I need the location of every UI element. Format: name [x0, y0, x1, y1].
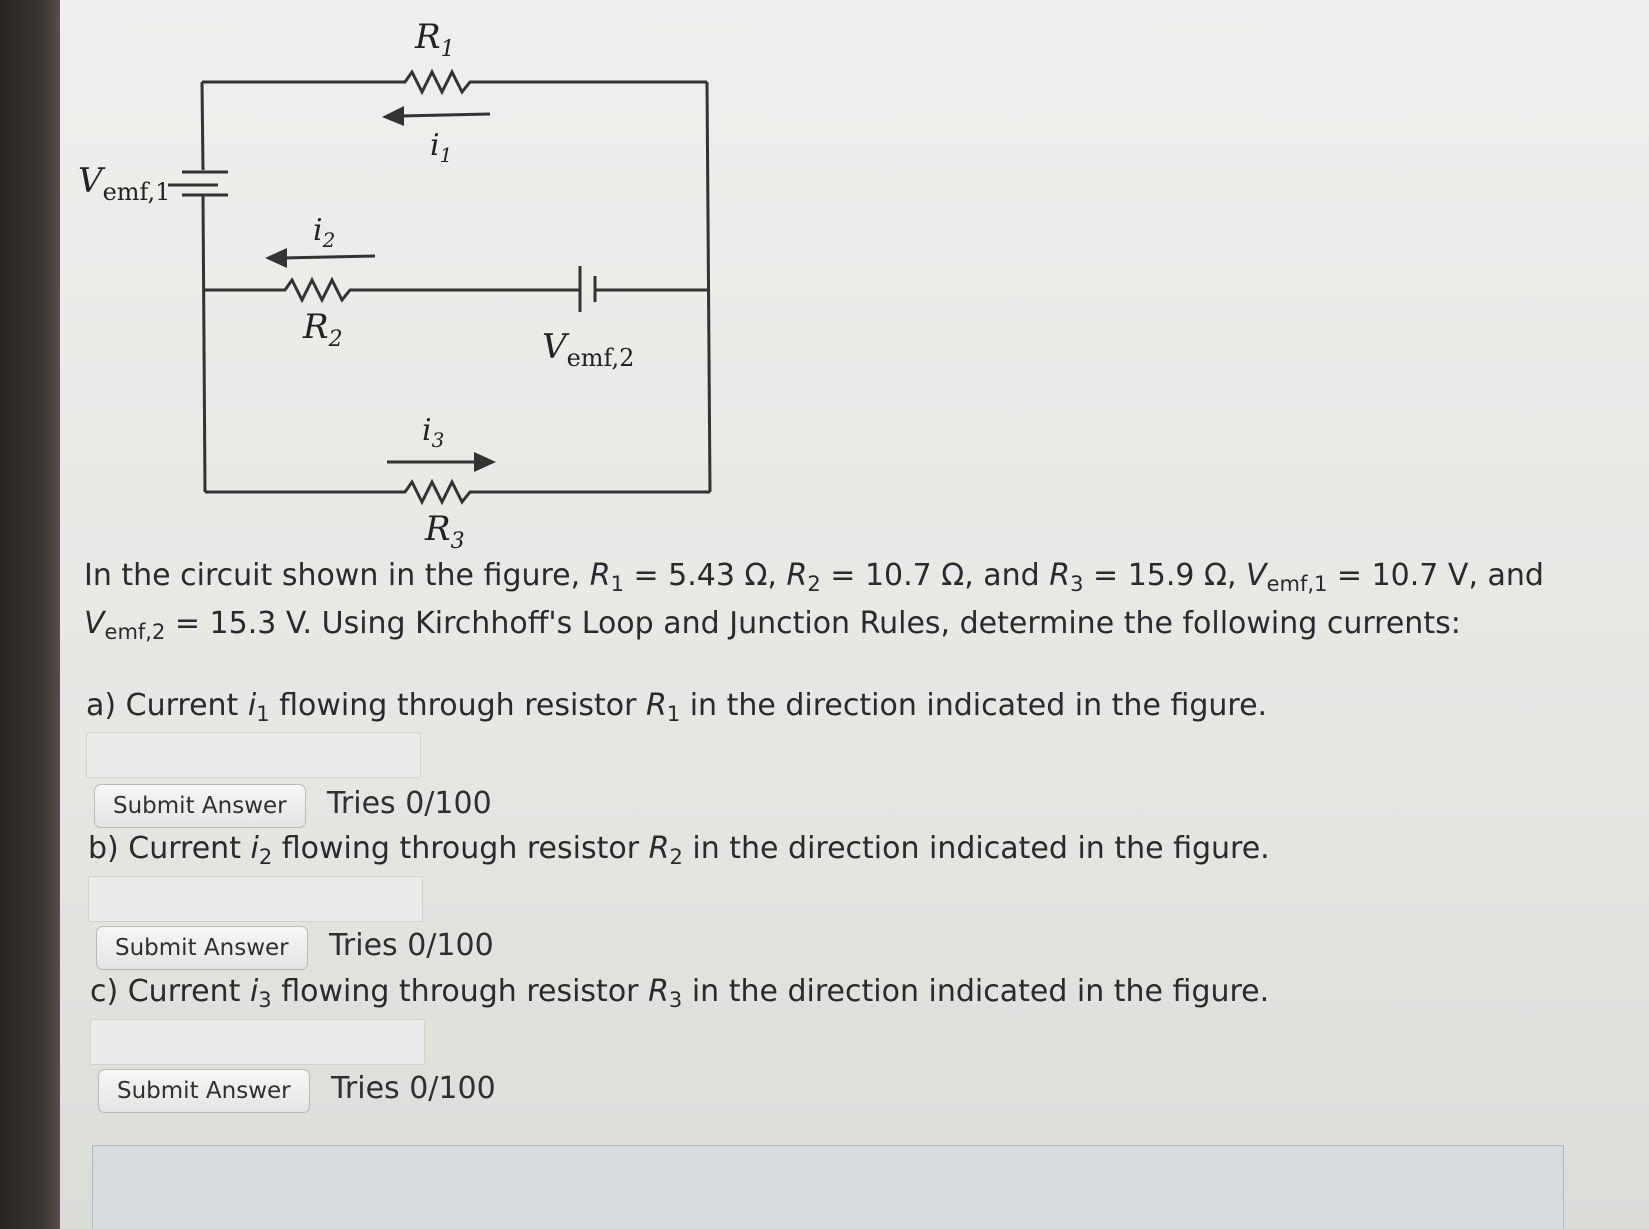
label-vemf1: $V_{emf,1}$: [78, 161, 171, 206]
tries-counter-b: Tries 0/100: [329, 928, 494, 963]
answer-input-b[interactable]: [88, 876, 423, 922]
label-i3: $i_3$: [422, 413, 445, 452]
answer-input-a[interactable]: [86, 732, 421, 778]
resistor-r2: [275, 280, 370, 300]
label-i2: $i_2$: [313, 213, 336, 252]
label-r2: $R_2$: [303, 307, 343, 352]
label-r3: $R_3$: [425, 509, 465, 554]
circuit-wires: [202, 82, 710, 492]
problem-statement: In the circuit shown in the figure, $R_1 = 5.43$ Ω, $R_2 = 10.7$ Ω, and $R_3 = 15.9$ Ω, $V_{emf,1} = 10.7$ V, and $V_{emf,2} = 15.3$ V. Using Kirchhoff's Loop and Junction Rules, determine the following currents:: [84, 558, 1544, 644]
discussion-bar[interactable]: [92, 1145, 1564, 1229]
question-part-b: b) Current $i_2$ flowing through resistor $R_2$ in the direction indicated in the figure.: [88, 831, 1270, 869]
label-r1: $R_1$: [415, 17, 455, 62]
arrow-i3: [387, 452, 496, 472]
resistor-r3: [395, 482, 490, 502]
submit-answer-button-a[interactable]: Submit Answer: [94, 784, 306, 828]
question-part-a: a) Current $i_1$ flowing through resistor $R_1$ in the direction indicated in the figure.: [86, 688, 1268, 726]
submit-answer-button-c[interactable]: Submit Answer: [98, 1069, 310, 1113]
tries-counter-a: Tries 0/100: [327, 786, 492, 821]
battery-vemf1: [168, 172, 228, 195]
arrow-i2: [265, 248, 375, 268]
screen-bezel: [0, 0, 60, 1229]
circuit-diagram: [70, 0, 750, 560]
question-part-c: c) Current $i_3$ flowing through resistor $R_3$ in the direction indicated in the figure.: [90, 974, 1270, 1012]
resistor-r1: [395, 72, 490, 92]
answer-input-c[interactable]: [90, 1019, 425, 1065]
battery-vemf2: [580, 266, 595, 312]
label-vemf2: $V_{emf,2}$: [542, 327, 635, 372]
tries-counter-c: Tries 0/100: [331, 1071, 496, 1106]
submit-answer-button-b[interactable]: Submit Answer: [96, 926, 308, 970]
label-i1: $i_1$: [430, 128, 453, 167]
arrow-i1: [382, 106, 490, 126]
